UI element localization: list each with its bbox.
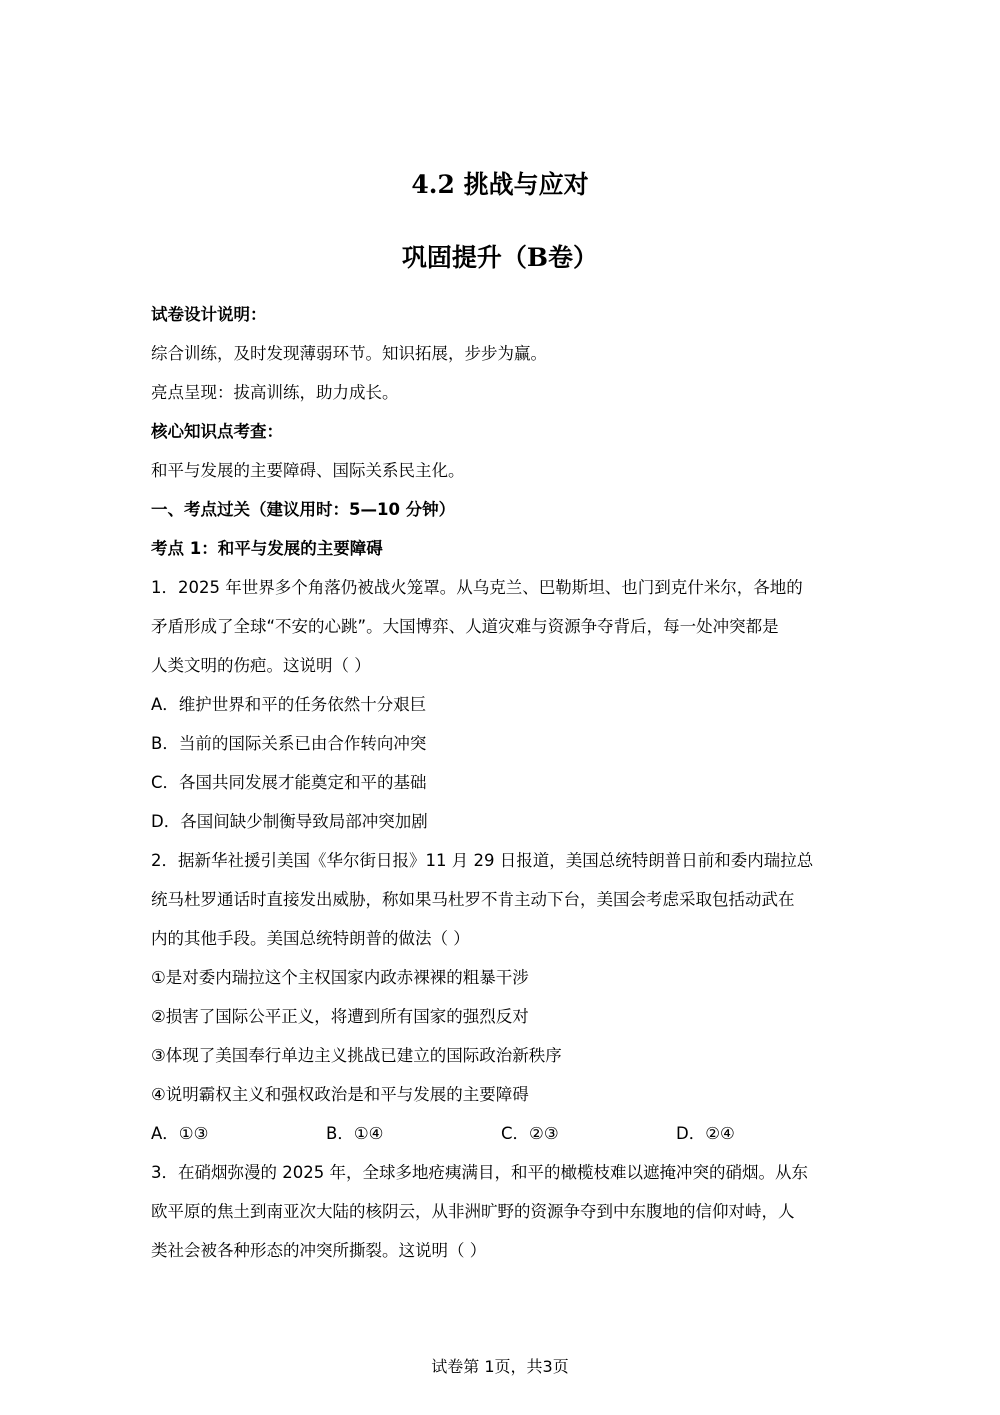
- option-b: B．①④: [326, 1124, 384, 1143]
- option-a: A．维护世界和平的任务依然十分艰巨: [151, 695, 427, 714]
- core-knowledge: 和平与发展的主要障碍、国际关系民主化。: [151, 461, 465, 480]
- option-c: C．②③: [501, 1124, 559, 1143]
- option-b: B．当前的国际关系已由合作转向冲突: [151, 734, 427, 753]
- section-heading: 一、考点过关（建议用时：5—10 分钟）: [151, 500, 456, 519]
- statement-2: ②损害了国际公平正义，将遭到所有国家的强烈反对: [151, 1007, 529, 1026]
- document-title: 4.2 挑战与应对: [411, 170, 589, 199]
- document-subtitle: 巩固提升（B卷）: [401, 243, 599, 272]
- design-heading: 试卷设计说明：: [151, 305, 267, 324]
- statement-3: ③体现了美国奉行单边主义挑战已建立的国际政治新秩序: [151, 1046, 562, 1065]
- question-stem-line: 统马杜罗通话时直接发出威胁，称如果马杜罗不肯主动下台，美国会考虑采取包括动武在: [151, 890, 795, 909]
- question-stem-line: 欧平原的焦土到南亚次大陆的核阴云，从非洲旷野的资源争夺到中东腹地的信仰对峙，人: [151, 1202, 795, 1221]
- question-stem-line: 2．据新华社援引美国《华尔街日报》11 月 29 日报道，美国总统特朗普日前和委内瑞拉总: [151, 851, 814, 870]
- design-highlight: 亮点呈现：拔高训练，助力成长。: [151, 383, 399, 402]
- question-stem-line: 3．在硝烟弥漫的 2025 年，全球多地疮痍满目，和平的橄榄枝难以遮掩冲突的硝烟。从东: [151, 1163, 808, 1182]
- question-stem-line: 矛盾形成了全球“不安的心跳”。大国博弈、人道灾难与资源争夺背后，每一处冲突都是: [151, 617, 779, 636]
- option-a: A．①③: [151, 1124, 209, 1143]
- design-description: 综合训练，及时发现薄弱环节。知识拓展，步步为赢。: [151, 344, 547, 363]
- question-stem-line: 1．2025 年世界多个角落仍被战火笼罩。从乌克兰、巴勒斯坦、也门到克什米尔，各地的: [151, 578, 803, 597]
- option-d: D．②④: [676, 1124, 735, 1143]
- statement-1: ①是对委内瑞拉这个主权国家内政赤裸裸的粗暴干涉: [151, 968, 529, 987]
- exam-point-heading: 考点 1：和平与发展的主要障碍: [151, 539, 383, 558]
- option-c: C．各国共同发展才能奠定和平的基础: [151, 773, 427, 792]
- option-d: D．各国间缺少制衡导致局部冲突加剧: [151, 812, 428, 831]
- page-footer: 试卷第 1页，共3页: [431, 1357, 569, 1376]
- core-heading: 核心知识点考查：: [151, 422, 283, 441]
- question-stem-line: 人类文明的伤疤。这说明（ ）: [151, 656, 371, 675]
- question-stem-line: 内的其他手段。美国总统特朗普的做法（ ）: [151, 929, 470, 948]
- question-stem-line: 类社会被各种形态的冲突所撕裂。这说明（ ）: [151, 1241, 487, 1260]
- statement-4: ④说明霸权主义和强权政治是和平与发展的主要障碍: [151, 1085, 529, 1104]
